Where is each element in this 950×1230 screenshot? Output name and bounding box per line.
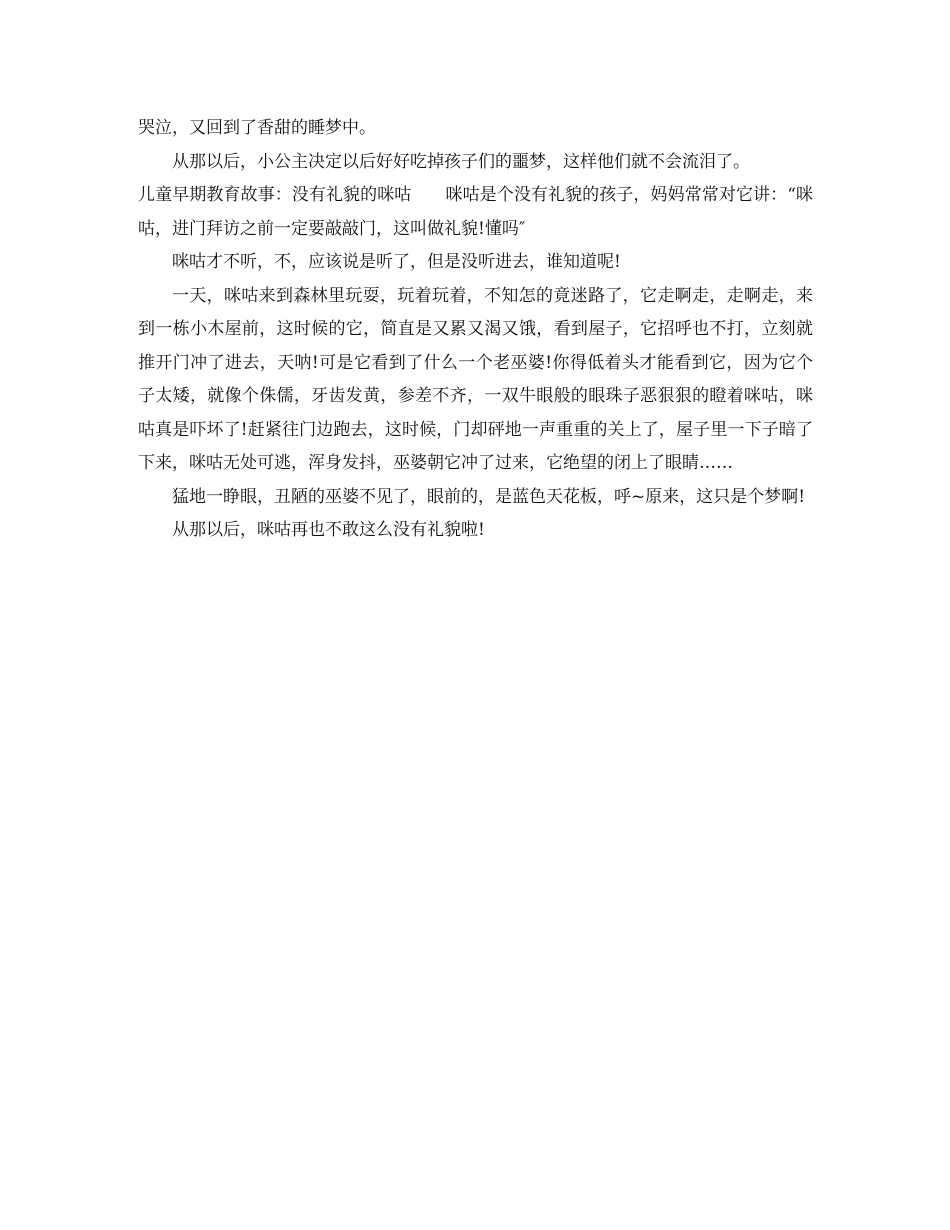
paragraph-text: 猛地一睁眼，丑陋的巫婆不见了，眼前的，是蓝色天花板，呼~原来，这只是个梦啊! (172, 486, 806, 507)
paragraph-7 (138, 514, 813, 548)
paragraph-text: 一天，咪咕来到森林里玩耍，玩着玩着，不知怎的竟迷路了，它走啊走，走啊走，来到一栋小木屋前，这时候的它，简直是又累又渴又饿，看到屋子，它招呼也不打，立刻就推开门冲了进去，天呐!可是它看到了什么一个老巫婆!你得低着头才能看到它，因为它个子太矮，就像个侏儒，牙齿发黄，参差不齐，一双牛眼般的眼珠子恶狠狠的瞪着咪咕，咪咕真是吓坏了!赶紧往门边跑去，这时候，门却砰地一声重重的关上了，屋子里一下子暗了下来，咪咕无处可逃，浑身发抖，巫婆朝它冲了过来，它绝望的闭上了眼睛…… (138, 285, 813, 473)
paragraph-3 (138, 179, 813, 246)
paragraph-text: 从那以后，咪咕再也不敢这么没有礼貌啦! (172, 520, 485, 540)
paragraph-text: 哭泣，又回到了香甜的睡梦中。 (138, 118, 376, 138)
paragraph-2 (138, 146, 813, 180)
paragraph-1 (138, 112, 813, 146)
document-body (138, 112, 813, 548)
paragraph-4 (138, 246, 813, 280)
story-title: 儿童早期教育故事：没有礼貌的咪咕 (138, 185, 412, 205)
paragraph-text: 咪咕才不听，不，应该说是听了，但是没听进去，谁知道呢! (172, 252, 621, 272)
paragraph-6 (138, 481, 813, 515)
paragraph-text: 从那以后，小公主决定以后好好吃掉孩子们的噩梦，这样他们就不会流泪了。 (172, 151, 750, 172)
paragraph-5 (138, 280, 813, 481)
paragraph-text: 咪咕是个没有礼貌的孩子，妈妈常常对它讲：“咪咕，进门拜访之前一定要敲敲门，这叫做礼貌!懂吗″ (138, 185, 813, 239)
